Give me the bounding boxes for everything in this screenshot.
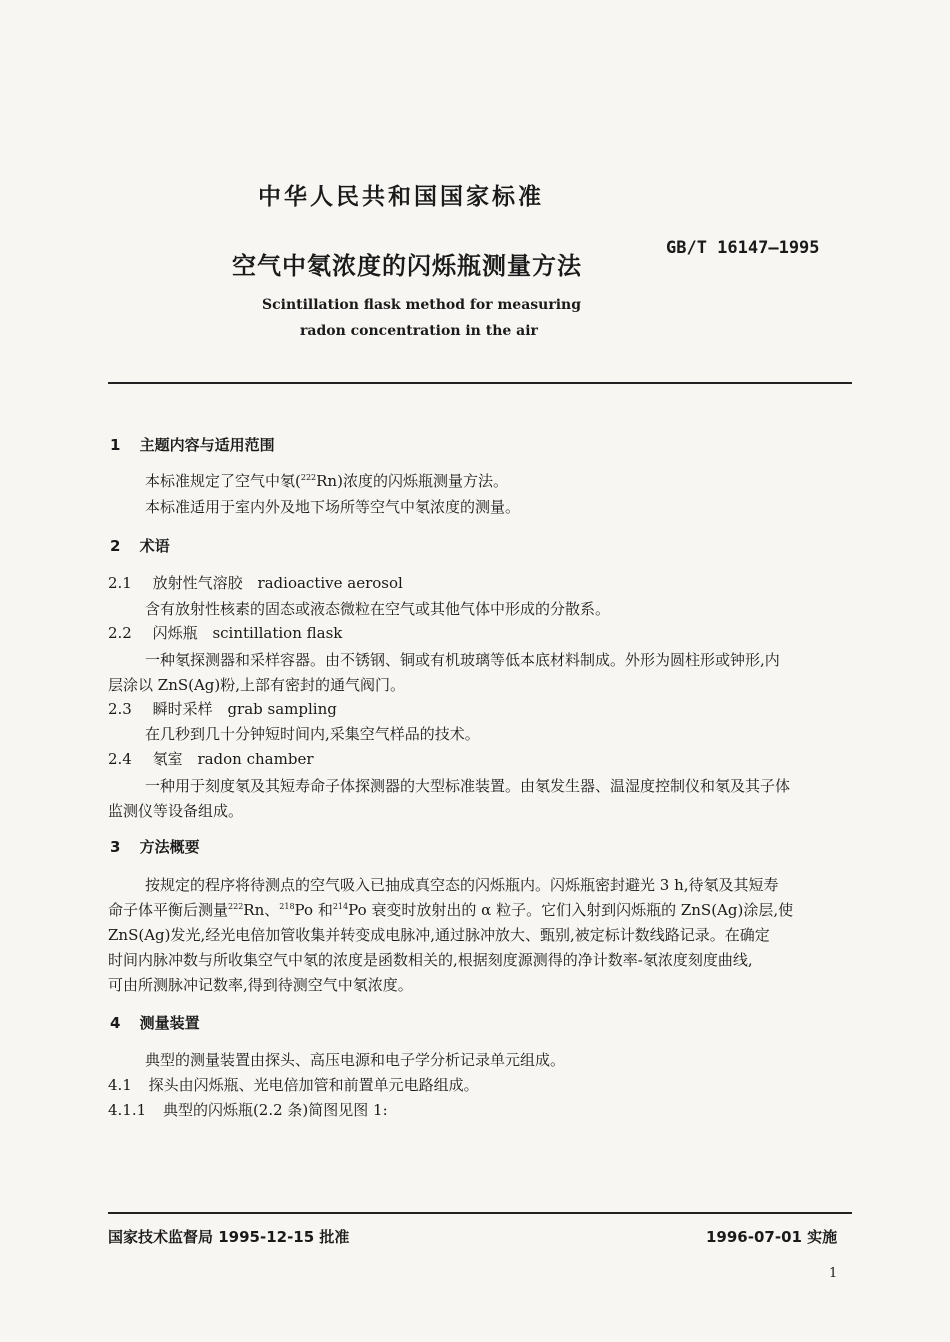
term-2-1: 2.1 放射性气溶胶 radioactive aerosol: [108, 574, 403, 592]
section-2-heading: [110, 535, 170, 556]
section-3-line-4: 时间内脉冲数与所收集空气中氡的浓度是函数相关的,根据刻度源测得的净计数率-氡浓度刻度曲线,: [108, 951, 753, 969]
section-number: 4: [110, 1014, 121, 1032]
section-title: 主题内容与适用范围: [139, 436, 275, 454]
section-1-paragraph-1: 本标准规定了空气中氡($^{222}$Rn)浓度的闪烁瓶测量方法。: [145, 472, 508, 490]
page-number: 1: [829, 1266, 838, 1281]
section-3-line-1: 按规定的程序将待测点的空气吸入已抽成真空态的闪烁瓶内。闪烁瓶密封避光 3 h,待氡及其短寿: [145, 876, 779, 894]
term-2-2-definition-line1: 一种氡探测器和采样容器。由不锈钢、铜或有机玻璃等低本底材料制成。外形为圆柱形或钟形,内: [145, 651, 780, 669]
section-3-line-5: 可由所测脉冲记数率,得到待测空气中氡浓度。: [108, 976, 413, 994]
section-4-paragraph-1: 典型的测量装置由探头、高压电源和电子学分析记录单元组成。: [145, 1051, 566, 1069]
clause-4-1: 4.1 探头由闪烁瓶、光电倍加管和前置单元电路组成。: [108, 1076, 479, 1094]
standard-code: GB/T 16147—1995: [666, 238, 820, 258]
term-2-4-definition-line2: 监测仪等设备组成。: [108, 802, 244, 820]
header-divider: [108, 382, 852, 384]
effective-date-line: 1996-07-01 实施: [706, 1228, 838, 1246]
term-2-3: 2.3 瞬时采样 grab sampling: [108, 700, 337, 718]
section-1-heading: [110, 434, 275, 455]
national-standard-heading: 中华人民共和国国家标准: [258, 184, 544, 210]
section-4-heading: [110, 1012, 200, 1033]
section-title: 方法概要: [139, 838, 200, 856]
section-title: 测量装置: [139, 1014, 200, 1032]
term-2-4: 2.4 氡室 radon chamber: [108, 750, 314, 768]
term-2-1-definition: 含有放射性核素的固态或液态微粒在空气或其他气体中形成的分散系。: [145, 600, 611, 618]
section-title: 术语: [139, 537, 170, 555]
approval-line: 国家技术监督局 1995-12-15 批准: [108, 1228, 350, 1246]
section-3-line-3: ZnS(Ag)发光,经光电倍加管收集并转变成电脉冲,通过脉冲放大、甄别,被定标计数线路记录。在确定: [108, 926, 770, 944]
section-3-line-2: 命子体平衡后测量$^{222}$Rn、$^{218}$Po 和$^{214}$Po 衰变时放射出的 α 粒子。它们入射到闪烁瓶的 ZnS(Ag)涂层,使: [108, 901, 794, 919]
term-2-2-definition-line2: 层涂以 ZnS(Ag)粉,上部有密封的通气阀门。: [108, 676, 406, 694]
term-2-2: 2.2 闪烁瓶 scintillation flask: [108, 624, 343, 642]
section-3-heading: [110, 836, 200, 857]
footer-divider: [108, 1212, 852, 1214]
document-title-cn: 空气中氡浓度的闪烁瓶测量方法: [232, 252, 582, 280]
section-number: 1: [110, 436, 121, 454]
term-2-3-definition: 在几秒到几十分钟短时间内,采集空气样品的技术。: [145, 725, 480, 743]
clause-4-1-1: 4.1.1 典型的闪烁瓶(2.2 条)简图见图 1:: [108, 1101, 388, 1119]
document-title-en-line1: Scintillation flask method for measuring: [262, 297, 581, 313]
term-2-4-definition-line1: 一种用于刻度氡及其短寿命子体探测器的大型标准装置。由氡发生器、温湿度控制仪和氡及其子体: [145, 777, 791, 795]
section-number: 2: [110, 537, 121, 555]
section-number: 3: [110, 838, 121, 856]
document-title-en-line2: radon concentration in the air: [300, 323, 538, 339]
section-1-paragraph-2: 本标准适用于室内外及地下场所等空气中氡浓度的测量。: [145, 498, 521, 516]
